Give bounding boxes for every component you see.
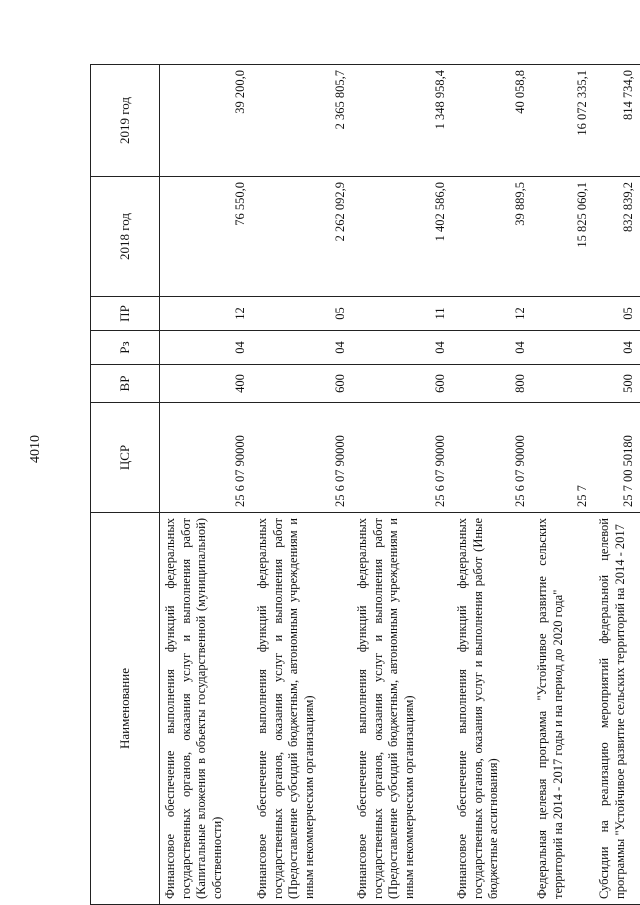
row-2019: 1 348 958,4: [352, 65, 452, 177]
row-rz: 04: [252, 331, 352, 365]
row-2019: 2 365 805,7: [252, 65, 352, 177]
row-pr: 12: [160, 297, 253, 331]
row-csr: 25 7: [532, 403, 594, 513]
row-csr: 25 7 00 50180: [594, 403, 640, 513]
row-pr: 11: [352, 297, 452, 331]
row-csr: 25 6 07 90000: [452, 403, 532, 513]
row-rz: 04: [594, 331, 640, 365]
row-2018: 2 262 092,9: [252, 177, 352, 297]
row-2018: 1 402 586,0: [352, 177, 452, 297]
table-header-row: [91, 65, 160, 905]
row-vr: 600: [352, 365, 452, 403]
row-csr: 25 6 07 90000: [352, 403, 452, 513]
table-row: [532, 65, 594, 905]
table-row: [452, 65, 532, 905]
row-rz: 04: [452, 331, 532, 365]
row-vr: 400: [160, 365, 253, 403]
row-2018: 832 839,2: [594, 177, 640, 297]
row-2019: 40 058,8: [452, 65, 532, 177]
row-name: Финансовое обеспечение выполнения функций федеральных государственных органов, оказания услуг и выполнения работ (Капитальные вложения в объекты государственной (муниципальной) собственности): [160, 513, 253, 905]
header-2019: 2019 год: [91, 65, 160, 177]
row-vr: 500: [594, 365, 640, 403]
table-row: [160, 65, 253, 905]
table-row: [252, 65, 352, 905]
row-pr: 05: [252, 297, 352, 331]
page-number: 4010: [28, 435, 43, 463]
row-vr: 600: [252, 365, 352, 403]
row-pr: [532, 297, 594, 331]
row-csr: 25 6 07 90000: [160, 403, 253, 513]
header-csr: ЦСР: [91, 403, 160, 513]
row-2019: 16 072 335,1: [532, 65, 594, 177]
header-2018: 2018 год: [91, 177, 160, 297]
row-2018: 15 825 060,1: [532, 177, 594, 297]
header-name: Наименование: [91, 513, 160, 905]
budget-table: [90, 64, 640, 905]
row-vr: 800: [452, 365, 532, 403]
row-2019: 39 200,0: [160, 65, 253, 177]
table-row: [352, 65, 452, 905]
row-name: Субсидии на реализацию мероприятий федеральной целевой программы "Устойчивое развитие сельских территорий на 2014 - 2017: [594, 513, 640, 905]
row-name: Финансовое обеспечение выполнения функций федеральных государственных органов, оказания услуг и выполнения работ (Предоставление субсидий бюджетным, автономным учреждениям и иным некоммерческим организациям): [352, 513, 452, 905]
row-2018: 39 889,5: [452, 177, 532, 297]
table-row: [594, 65, 640, 905]
row-pr: 12: [452, 297, 532, 331]
row-2019: 814 734,0: [594, 65, 640, 177]
row-pr: 05: [594, 297, 640, 331]
row-rz: 04: [160, 331, 253, 365]
row-name: Финансовое обеспечение выполнения функций федеральных государственных органов, оказания услуг и выполнения работ (Предоставление субсидий бюджетным, автономным учреждениям и иным некоммерческим организациям): [252, 513, 352, 905]
row-csr: 25 6 07 90000: [252, 403, 352, 513]
header-rz: Рз: [91, 331, 160, 365]
row-name: Федеральная целевая программа "Устойчивое развитие сельских территорий на 2014 - 2017 годы и на период до 2020 года": [532, 513, 594, 905]
row-rz: [532, 331, 594, 365]
rotated-table-container: [90, 65, 636, 905]
row-rz: 04: [352, 331, 452, 365]
header-pr: ПР: [91, 297, 160, 331]
row-2018: 76 550,0: [160, 177, 253, 297]
row-vr: [532, 365, 594, 403]
row-name: Финансовое обеспечение выполнения функций федеральных государственных органов, оказания услуг и выполнения работ (Иные бюджетные ассигнования): [452, 513, 532, 905]
header-vr: ВР: [91, 365, 160, 403]
